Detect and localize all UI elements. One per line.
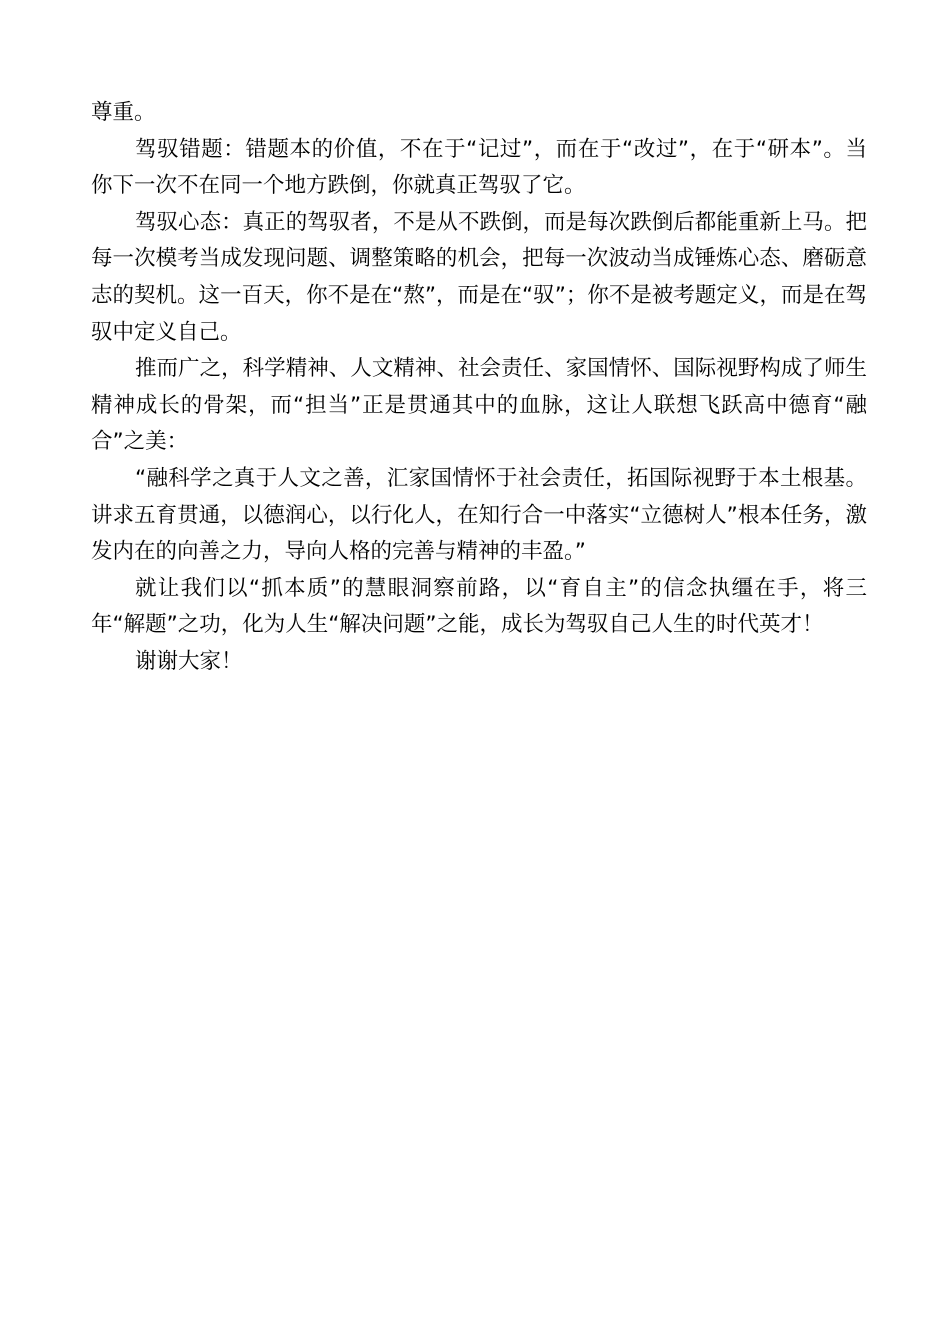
paragraph-closing: 就让我们以“抓本质”的慧眼洞察前路，以“育自主”的信念执缰在手，将三年“解题”之功，化为人生“解决问题”之能，成长为驾驭自己人生的时代英才！ xyxy=(91,575,867,638)
paragraph-spirit: 推而广之，科学精神、人文精神、社会责任、家国情怀、国际视野构成了师生精神成长的骨架，而“担当”正是贯通其中的血脉，这让人联想飞跃高中德育“融合”之美： xyxy=(91,356,867,455)
paragraph-continuation: 尊重。 xyxy=(91,100,156,125)
paragraph-quote: “融科学之真于人文之善，汇家国情怀于社会责任，拓国际视野于本土根基。讲求五育贯通，以德润心，以行化人，在知行合一中落实“立德树人”根本任务，激发内在的向善之力，导向人格的完善与精神的丰盈。” xyxy=(91,465,867,565)
document-body xyxy=(91,95,867,681)
paragraph-mindset: 驾驭心态：真正的驾驭者，不是从不跌倒，而是每次跌倒后都能重新上马。把每一次模考当成发现问题、调整策略的机会，把每一次波动当成锤炼心态、磨砺意志的契机。这一百天，你不是在“熬”，而是在“驭”；你不是被考题定义，而是在驾驭中定义自己。 xyxy=(91,209,867,345)
paragraph-thanks: 谢谢大家！ xyxy=(135,648,243,674)
paragraph-mistakes: 驾驭错题：错题本的价值，不在于“记过”，而在于“改过”，在于“研本”。当你下一次不在同一个地方跌倒，你就真正驾驭了它。 xyxy=(91,136,867,199)
